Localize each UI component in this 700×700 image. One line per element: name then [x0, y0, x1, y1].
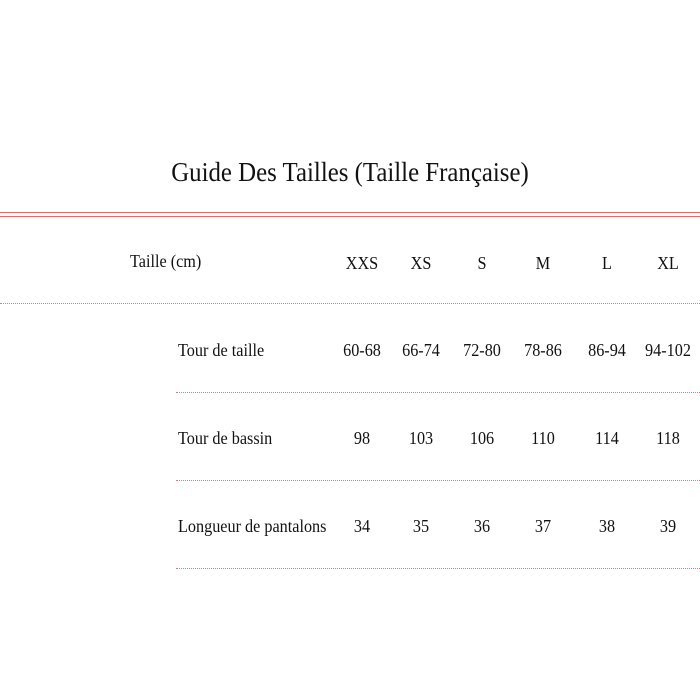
- table-cell: 98: [353, 428, 371, 448]
- size-header-s: S: [477, 253, 487, 273]
- row-divider: [176, 480, 700, 481]
- table-cell: 60-68: [343, 340, 381, 360]
- row-label-longueur-de-pantalons: Longueur de pantalons: [178, 516, 327, 536]
- title-divider: [0, 212, 700, 217]
- size-header-xs: XS: [410, 253, 432, 273]
- table-cell: 110: [531, 428, 555, 448]
- table-cell: 94-102: [645, 340, 691, 360]
- row-divider: [176, 568, 700, 569]
- table-cell: 35: [412, 516, 430, 536]
- page-title: Guide Des Tailles (Taille Française): [171, 157, 529, 187]
- size-header-xxs: XXS: [345, 253, 379, 273]
- row-label-tour-de-taille: Tour de taille: [178, 340, 265, 360]
- table-cell: 86-94: [588, 340, 626, 360]
- table-cell: 106: [469, 428, 495, 448]
- table-cell: 114: [595, 428, 619, 448]
- table-cell: 38: [598, 516, 616, 536]
- table-cell: 118: [656, 428, 680, 448]
- table-cell: 78-86: [524, 340, 562, 360]
- header-divider: [0, 303, 700, 304]
- header-label: Taille (cm): [130, 251, 202, 271]
- table-cell: 39: [659, 516, 677, 536]
- row-divider: [176, 392, 700, 393]
- table-cell: 103: [408, 428, 434, 448]
- size-header-m: M: [535, 253, 551, 273]
- table-cell: 37: [534, 516, 552, 536]
- table-cell: 34: [353, 516, 371, 536]
- table-cell: 72-80: [463, 340, 501, 360]
- table-cell: 66-74: [402, 340, 440, 360]
- size-header-l: L: [602, 253, 612, 273]
- size-header-xl: XL: [657, 253, 679, 273]
- table-cell: 36: [473, 516, 491, 536]
- row-label-tour-de-bassin: Tour de bassin: [178, 428, 273, 448]
